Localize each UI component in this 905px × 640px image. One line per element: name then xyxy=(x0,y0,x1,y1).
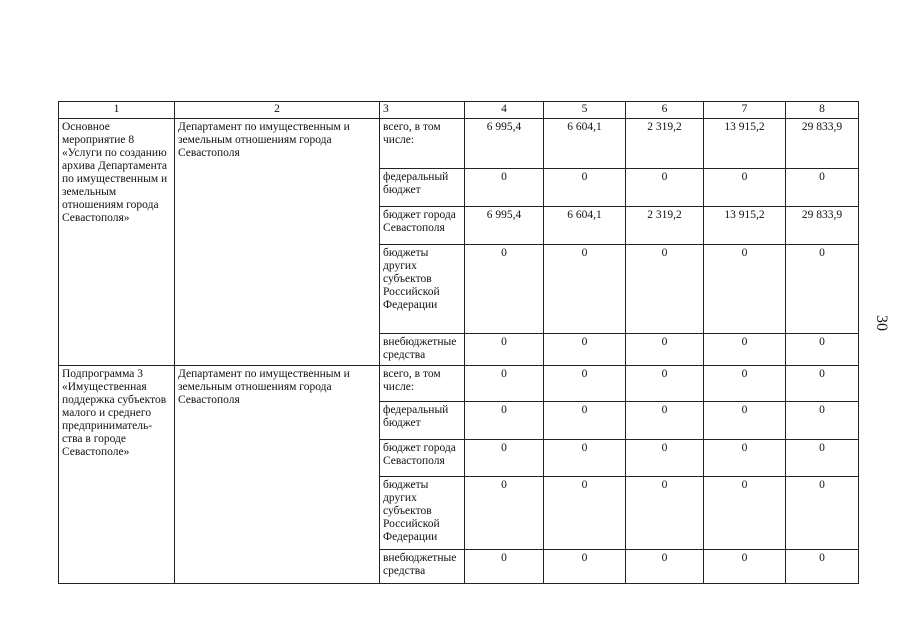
table-row xyxy=(59,366,859,402)
header-cell: 6 xyxy=(626,102,704,119)
value-cell: 0 xyxy=(786,477,859,550)
value-cell: 0 xyxy=(704,366,786,402)
executor-name: Департамент по имущественным и земельным отношениям города Севастополя xyxy=(175,366,380,584)
value-cell: 6 604,1 xyxy=(544,207,626,245)
value-cell: 0 xyxy=(626,245,704,334)
value-cell: 29 833,9 xyxy=(786,207,859,245)
value-cell: 29 833,9 xyxy=(786,119,859,169)
value-cell: 0 xyxy=(786,169,859,207)
value-cell: 0 xyxy=(786,245,859,334)
value-cell: 0 xyxy=(544,366,626,402)
value-cell: 0 xyxy=(544,550,626,584)
value-cell: 0 xyxy=(704,169,786,207)
value-cell: 0 xyxy=(465,366,544,402)
value-cell: 0 xyxy=(544,402,626,440)
value-cell: 0 xyxy=(544,334,626,366)
value-cell: 0 xyxy=(704,440,786,477)
executor-name: Департамент по имущественным и земельным отношениям города Севастополя xyxy=(175,119,380,366)
value-cell: 0 xyxy=(626,440,704,477)
page-number: 30 xyxy=(873,315,890,331)
value-cell: 0 xyxy=(465,245,544,334)
value-cell: 0 xyxy=(465,334,544,366)
funding-source: бюджеты других субъектов Российской Федерации xyxy=(380,245,465,334)
value-cell: 0 xyxy=(544,245,626,334)
value-cell: 0 xyxy=(786,440,859,477)
value-cell: 0 xyxy=(786,366,859,402)
value-cell: 6 995,4 xyxy=(465,207,544,245)
value-cell: 13 915,2 xyxy=(704,119,786,169)
value-cell: 0 xyxy=(465,550,544,584)
value-cell: 0 xyxy=(626,477,704,550)
value-cell: 2 319,2 xyxy=(626,119,704,169)
value-cell: 0 xyxy=(626,334,704,366)
funding-source: внебюджетные средства xyxy=(380,550,465,584)
value-cell: 0 xyxy=(544,169,626,207)
value-cell: 0 xyxy=(786,402,859,440)
value-cell: 0 xyxy=(544,477,626,550)
subprogram-name: Подпрограмма 3 «Имущественная поддержка субъектов малого и среднего предприниматель-ства в городе Севастополе» xyxy=(59,366,175,584)
funding-source: федеральный бюджет xyxy=(380,169,465,207)
value-cell: 0 xyxy=(465,169,544,207)
header-cell: 8 xyxy=(786,102,859,119)
value-cell: 0 xyxy=(544,440,626,477)
value-cell: 0 xyxy=(704,550,786,584)
funding-source: федеральный бюджет xyxy=(380,402,465,440)
table-row xyxy=(59,119,859,169)
header-cell: 1 xyxy=(59,102,175,119)
value-cell: 0 xyxy=(704,334,786,366)
header-cell: 3 xyxy=(380,102,465,119)
funding-source: бюджеты других субъектов Российской Федерации xyxy=(380,477,465,550)
funding-source: внебюджетные средства xyxy=(380,334,465,366)
budget-table xyxy=(58,101,859,584)
value-cell: 2 319,2 xyxy=(626,207,704,245)
header-cell: 4 xyxy=(465,102,544,119)
value-cell: 0 xyxy=(626,169,704,207)
activity-name: Основное мероприятие 8 «Услуги по созданию архива Департамента по имущественным и земельным отношениям города Севастополя» xyxy=(59,119,175,366)
value-cell: 0 xyxy=(465,440,544,477)
funding-source: всего, в том числе: xyxy=(380,119,465,169)
value-cell: 13 915,2 xyxy=(704,207,786,245)
value-cell: 0 xyxy=(465,477,544,550)
header-cell: 7 xyxy=(704,102,786,119)
value-cell: 6 995,4 xyxy=(465,119,544,169)
funding-source: всего, в том числе: xyxy=(380,366,465,402)
value-cell: 0 xyxy=(704,402,786,440)
header-cell: 5 xyxy=(544,102,626,119)
funding-source: бюджет города Севастополя xyxy=(380,207,465,245)
value-cell: 0 xyxy=(704,477,786,550)
header-row xyxy=(59,102,859,119)
value-cell: 0 xyxy=(626,366,704,402)
value-cell: 0 xyxy=(786,550,859,584)
value-cell: 0 xyxy=(465,402,544,440)
value-cell: 0 xyxy=(626,402,704,440)
funding-source: бюджет города Севастополя xyxy=(380,440,465,477)
value-cell: 0 xyxy=(626,550,704,584)
value-cell: 6 604,1 xyxy=(544,119,626,169)
value-cell: 0 xyxy=(704,245,786,334)
value-cell: 0 xyxy=(786,334,859,366)
header-cell: 2 xyxy=(175,102,380,119)
